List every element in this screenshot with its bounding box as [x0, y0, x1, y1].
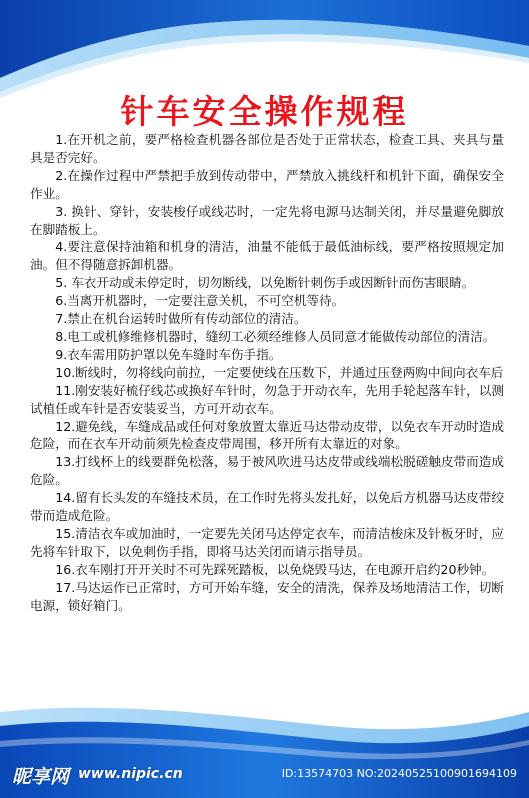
rule-item: 15.清洁衣车或加油时，一定要先关闭马达停定衣车，而清洁梭床及针板牙时，应先将车针取下，以免刺伤手指，即将马达关闭而请示指导员。 [30, 525, 504, 559]
rules-list [30, 131, 504, 614]
rule-item: 17.马达运作已正常时，方可开始车缝，安全的清洗，保养及场地清洁工作，切断电源，锁好箱门。 [30, 579, 504, 613]
rule-item: 4.要注意保持油箱和机身的清洁，油量不能低于最低油标线，要严格按照规定加油。但不得随意拆卸机器。 [30, 239, 504, 273]
rule-item: 11.刚安装好梳仔线芯或换好车针时，勿急于开动衣车，先用手轮起落车针，以测试植任或车针是否安装妥当，方可开动衣车。 [30, 382, 504, 416]
rule-item: 1.在开机之前，要严格检查机器各部位是否处于正常状态，检查工具、夹具与量具是否完好。 [30, 132, 504, 165]
rule-item: 9.衣车需用防护罩以免车缝时车伤手指。 [55, 346, 282, 362]
rule-item: 16.衣车刚打开开关时不可先踩死踏板，以免烧毁马达，在电源开启约20秒钟。 [55, 561, 495, 577]
watermark-bar [0, 758, 529, 798]
site-url: www.nipic.cn [78, 766, 183, 782]
site-logo: 昵享网 [12, 766, 70, 788]
image-id-label: ID:13574703 NO:20240525100901694109 [281, 767, 517, 780]
rule-item: 12.避免线，车缝成品或任何对象放置太靠近马达带动皮带，以免衣车开动时造成危险，而在衣车开动前须先检查皮带周围，移开所有太靠近的对象。 [30, 418, 504, 452]
rule-item: 3. 换针、穿针，安装梭仔或线芯时，一定先将电源马达制关闭，并尽量避免脚放在脚踏板上。 [30, 203, 504, 237]
rule-item: 2.在操作过程中严禁把手放到传动带中，严禁放入挑线杆和机针下面，确保安全作业。 [30, 167, 504, 201]
page-title: 针车安全操作规程 [120, 92, 409, 131]
rule-item: 7.禁止在机台运转时做所有传动部位的清洁。 [55, 311, 307, 327]
rule-item: 8.电工或机修维修机器时，缝纫工必须经维修人员同意才能做传动部位的清洁。 [55, 328, 496, 344]
rule-item: 13.打线杯上的线要群免松落，易于被风吹进马达皮带或线端松脱磋触皮带而造成危险。 [30, 454, 504, 488]
rule-item: 5. 车衣开动或未停定时，切勿断线，以免断针刺伤手或因断针而伤害眼睛。 [55, 275, 475, 291]
rule-item: 6.当离开机器时，一定要注意关机，不可空机等待。 [55, 293, 345, 309]
rule-item: 10.断线时，勿将线向前拉，一定要使线在压数下，并通过压登两购中间向衣车后 [55, 364, 504, 380]
rule-item: 14.留有长头发的车缝技术员，在工作时先将头发扎好，以免后方机器马达皮带绞带而造成危险。 [30, 490, 504, 524]
